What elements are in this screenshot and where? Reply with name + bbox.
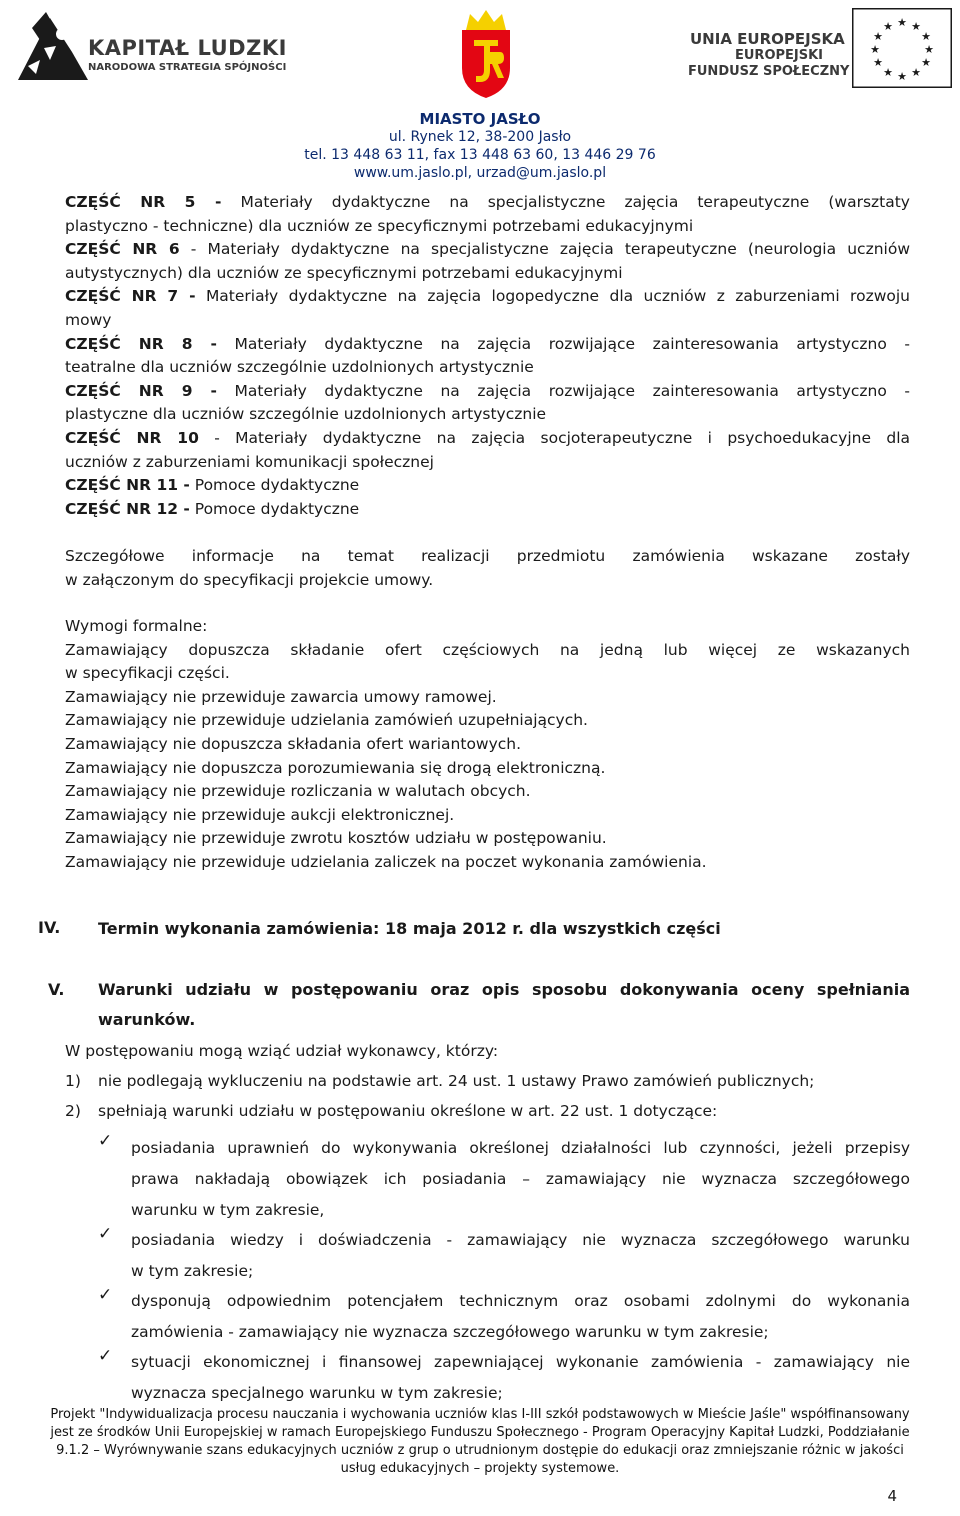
ue-logo-subtitle: EUROPEJSKI [735,48,824,63]
check-item-2-line1: posiadania wiedzy i doświadczenia - zamawiający nie wyznacza szczegółowego warunku [131,1231,910,1249]
formal-item: Zamawiający nie dopuszcza porozumiewania się drogą elektroniczną. [65,758,606,777]
svg-text:★: ★ [921,30,931,43]
kapital-ludzki-subtitle: NARODOWA STRATEGIA SPÓJNOŚCI [88,62,287,73]
part-8-line2: teatralne dla uczniów szczególnie uzdolnionych artystycznie [65,358,534,377]
part-9-line1: CZĘŚĆ NR 9 - Materiały dydaktyczne na zajęcia rozwijające zainteresowania artystyczno - [65,381,910,400]
checkmark-icon: ✓ [98,1346,113,1366]
check-item-3 [131,1286,910,1348]
footer-line4: usług edukacyjnych – projekty systemowe. [340,1461,620,1476]
check-item-4 [131,1347,910,1409]
eu-flag-icon [852,8,952,88]
footer-line1: Projekt "Indywidualizacja procesu nauczania i wychowania uczniów klas I-III szkół podstawowych w Mieście Jaśle" współfinansowany [50,1407,910,1422]
svg-text:★: ★ [921,56,931,69]
part-6-line1: CZĘŚĆ NR 6 - Materiały dydaktyczne na specjalistyczne zajęcia terapeutyczne (neurologia uczniów [65,240,910,259]
formal-requirements [65,615,910,875]
city-web: www.um.jaslo.pl, urzad@um.jaslo.pl [353,165,607,181]
svg-text:★: ★ [883,66,893,79]
check-item-1-line3: warunku w tym zakresie, [131,1201,325,1219]
check-item-1-line1: posiadania uprawnień do wykonywania określonej działalności lub czynności, jeżeli przepisy [131,1139,910,1157]
formal-heading: Wymogi formalne: [65,617,208,635]
numbered-item-2-number: 2) [65,1102,81,1120]
page-number: 4 [887,1487,897,1505]
svg-text:★: ★ [873,56,883,69]
formal-first-line2: w specyfikacji części. [65,664,230,683]
part-12: CZĘŚĆ NR 12 - Pomoce dydaktyczne [65,499,360,518]
formal-item: Zamawiający nie przewiduje udzielania zaliczek na poczet wykonania zamówienia. [65,852,707,871]
jaslo-coat-of-arms-icon [460,8,512,100]
section-v-intro: W postępowaniu mogą wziąć udział wykonawcy, którzy: [65,1042,499,1060]
part-6-line2: autystycznych) dla uczniów ze specyficznymi potrzebami edukacyjnymi [65,263,623,282]
section-v-title-line2: warunków. [98,1010,196,1029]
formal-item: Zamawiający nie przewiduje zawarcia umowy ramowej. [65,687,497,706]
check-item-3-line2: zamówienia - zamawiający nie wyznacza szczegółowego warunku w tym zakresie; [131,1323,769,1341]
part-7-line2: mowy [65,310,112,329]
city-name: MIASTO JASŁO [419,110,541,128]
part-11: CZĘŚĆ NR 11 - Pomoce dydaktyczne [65,476,360,495]
svg-text:★: ★ [897,16,907,29]
formal-item: Zamawiający nie przewiduje rozliczania w walutach obcych. [65,782,531,801]
part-10-line2: uczniów z zaburzeniami komunikacji społecznej [65,452,434,471]
details-line1: Szczegółowe informacje na temat realizacji przedmiotu zamówienia wskazane zostały [65,547,910,565]
numbered-item-2-text: spełniają warunki udziału w postępowaniu określone w art. 22 ust. 1 dotyczące: [98,1102,718,1120]
formal-item: Zamawiający nie dopuszcza składania ofert wariantowych. [65,734,522,753]
svg-text:★: ★ [870,43,880,56]
checkmark-icon: ✓ [98,1131,113,1151]
numbered-item-1-text: nie podlegają wykluczeniu na podstawie art. 24 ust. 1 ustawy Prawo zamówień publicznych; [98,1072,815,1090]
svg-text:★: ★ [897,70,907,83]
svg-text:★: ★ [873,30,883,43]
details-line2: w załączonym do specyfikacji projekcie umowy. [65,570,434,589]
city-phone: tel. 13 448 63 11, fax 13 448 63 60, 13 446 29 76 [304,147,656,163]
check-item-4-line1: sytuacji ekonomicznej i finansowej zapewniającej wykonanie zamówienia - zamawiający nie [131,1353,910,1371]
kapital-ludzki-title: KAPITAŁ LUDZKI [88,36,287,60]
check-item-2 [131,1225,910,1287]
section-iv-number: IV. [38,918,61,937]
footer-line2: jest ze środków Unii Europejskiej w ramach Europejskiego Funduszu Społecznego - Program Operacyjny Kapitał Ludzki, Poddziałanie [50,1425,910,1440]
check-item-4-line2: wyznacza specjalnego warunku w tym zakresie; [131,1384,503,1402]
part-7-line1: CZĘŚĆ NR 7 - Materiały dydaktyczne na zajęcia logopedyczne dla uczniów z zaburzeniami rozwoju [65,287,910,306]
check-item-1-line2: prawa nakładają obowiązek ich posiadania – zamawiający nie wyznacza szczegółowego [131,1170,910,1188]
section-v-title [98,975,910,1035]
formal-item: Zamawiający nie przewiduje zwrotu kosztów udziału w postępowaniu. [65,829,607,848]
check-item-3-line1: dysponują odpowiednim potencjałem technicznym oraz osobami zdolnymi do wykonania [131,1292,910,1310]
section-v-number: V. [48,980,65,999]
svg-text:★: ★ [911,20,921,33]
checkmark-icon: ✓ [98,1285,113,1305]
formal-item: Zamawiający nie przewiduje aukcji elektronicznej. [65,805,455,824]
part-5-line2: plastyczno - techniczne) dla uczniów ze specyficznymi potrzebami edukacyjnymi [65,216,694,235]
check-item-1 [131,1133,910,1226]
ue-logo-title: UNIA EUROPEJSKA [690,30,845,48]
formal-item: Zamawiający nie przewiduje udzielania zamówień uzupełniających. [65,711,588,730]
part-10-line1: CZĘŚĆ NR 10 - Materiały dydaktyczne na zajęcia socjoterapeutyczne i psychoedukacyjne dla [65,428,910,447]
footer-line3: 9.1.2 – Wyrównywanie szans edukacyjnych uczniów z grup o utrudnionym dostępie do edukacji oraz zmniejszanie różnic w jakości [56,1443,904,1458]
part-8-line1: CZĘŚĆ NR 8 - Materiały dydaktyczne na zajęcia rozwijające zainteresowania artystyczno - [65,334,910,353]
section-iv-title: Termin wykonania zamówienia: 18 maja 2012 r. dla wszystkich części [98,919,721,938]
part-9-line2: plastyczne dla uczniów szczególnie uzdolnionych artystycznie [65,405,547,424]
svg-text:★: ★ [883,20,893,33]
svg-text:★: ★ [924,43,934,56]
ue-logo-fund: FUNDUSZ SPOŁECZNY [688,64,850,79]
numbered-item-1-number: 1) [65,1072,81,1090]
details-paragraph [65,545,910,592]
svg-text:★: ★ [911,66,921,79]
part-5-line1: CZĘŚĆ NR 5 - Materiały dydaktyczne na specjalistyczne zajęcia terapeutyczne (warsztaty [65,193,910,211]
parts-list [65,191,910,521]
formal-first-line1: Zamawiający dopuszcza składanie ofert częściowych na jedną lub więcej ze wskazanych [65,640,910,659]
section-v-title-line1: Warunki udziału w postępowaniu oraz opis sposobu dokonywania oceny spełniania [98,980,910,999]
city-address: ul. Rynek 12, 38-200 Jasło [388,129,572,145]
checkmark-icon: ✓ [98,1224,113,1244]
check-item-2-line2: w tym zakresie; [131,1262,254,1280]
